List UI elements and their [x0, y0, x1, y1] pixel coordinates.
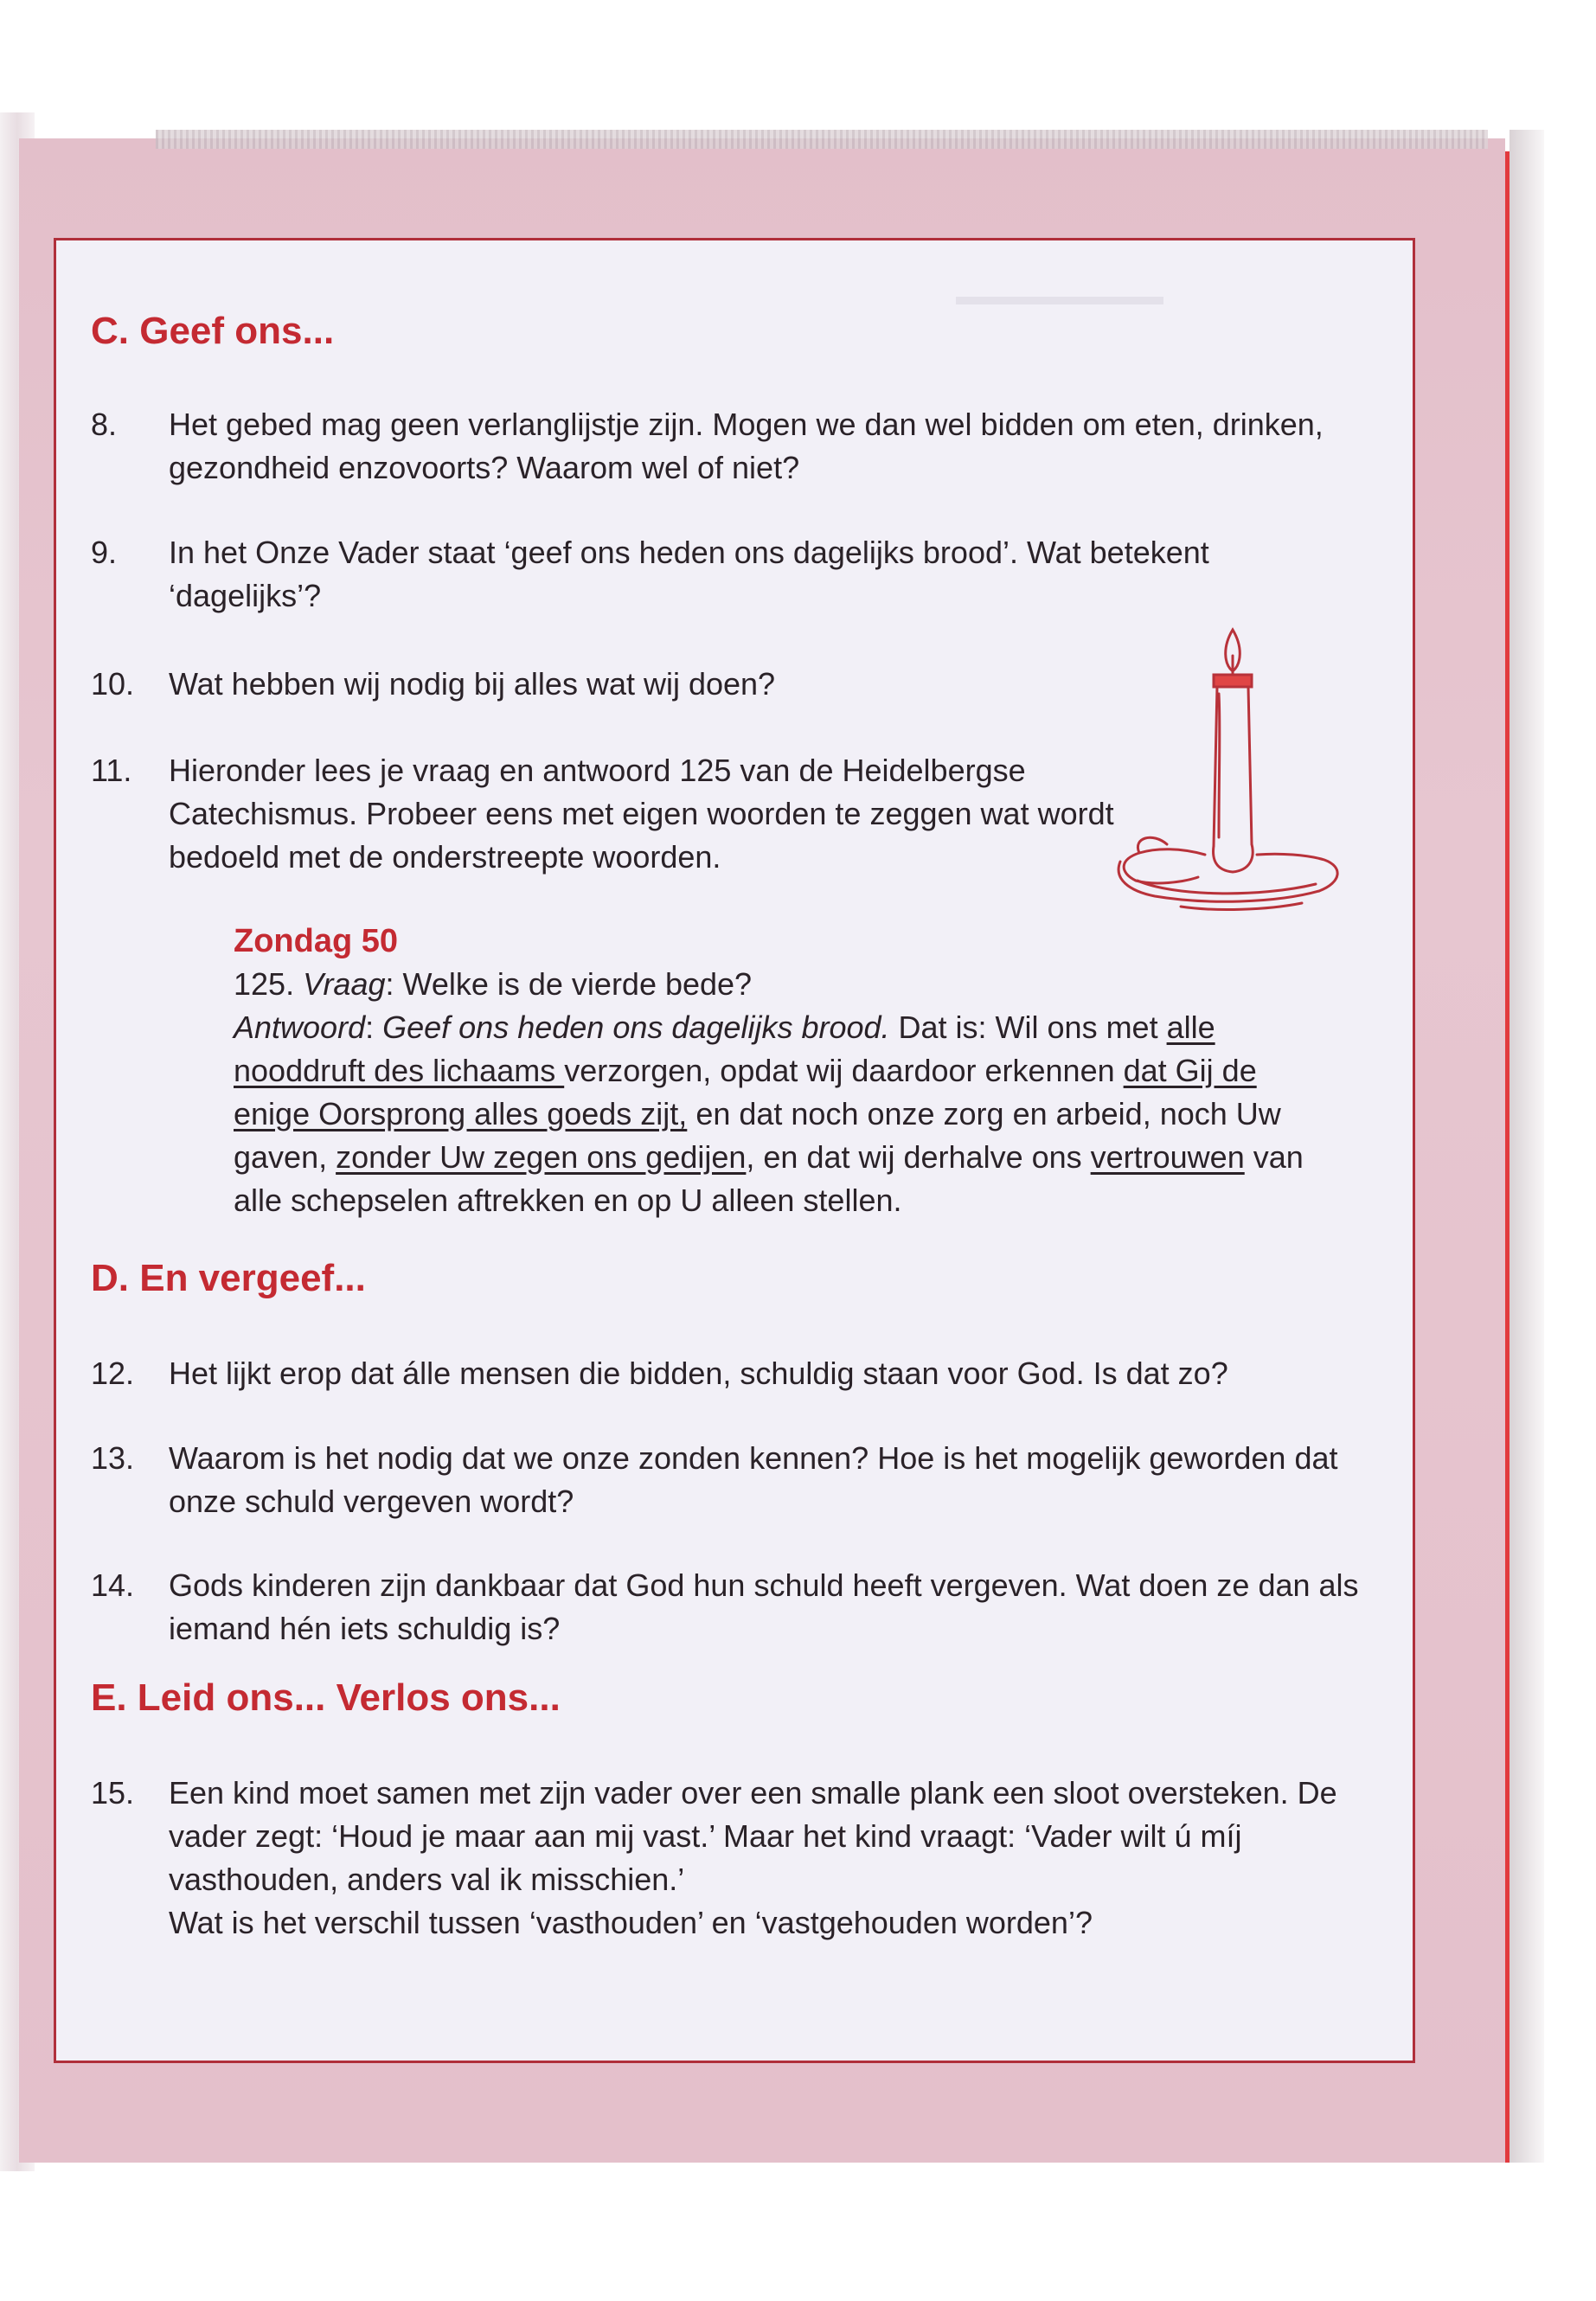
question-text [169, 1772, 1369, 1945]
catechism-answer [234, 1006, 1335, 1222]
question-11 [91, 749, 1127, 879]
catechism-block [234, 920, 1335, 1222]
question-prefix: 125. [234, 966, 304, 1002]
question-number: 11. [91, 753, 132, 788]
question-12 [91, 1352, 1369, 1395]
catechism-question [234, 963, 1335, 1006]
question-number: 15. [91, 1775, 135, 1811]
underlined-phrase: dat Gij de enige Oorsprong alles goeds zijt, [234, 1053, 1257, 1131]
question-text: Waarom is het nodig dat we onze zonden kennen? Hoe is het mogelijk geworden dat onze schuld vergeven wordt? [169, 1440, 1338, 1519]
question-15 [91, 1772, 1369, 1945]
candle-icon [1103, 621, 1345, 941]
underlined-phrase: zonder Uw zegen ons gedijen [336, 1139, 747, 1175]
content-frame [54, 238, 1415, 2063]
question-number: 13. [91, 1440, 135, 1476]
answer-label: Antwoord [234, 1009, 366, 1045]
question-13 [91, 1437, 1369, 1523]
question-text: Wat hebben wij nodig bij alles wat wij doen? [169, 666, 776, 702]
answer-text: van alle schepselen aftrekken en op U alleen stellen. [234, 1139, 1304, 1218]
question-number: 14. [91, 1567, 135, 1603]
underlined-phrase: vertrouwen [1090, 1139, 1245, 1175]
question-10 [91, 663, 1127, 706]
section-d-title: D. En vergeef... [91, 1257, 366, 1299]
underlined-phrase: alle nooddruft des lichaams [234, 1009, 1215, 1088]
question-label: Vraag [303, 966, 386, 1002]
question-text: Het lijkt erop dat álle mensen die bidden, schuldig staan voor God. Is dat zo? [169, 1356, 1228, 1391]
question-text: Gods kinderen zijn dankbaar dat God hun schuld heeft vergeven. Wat doen ze dan als iemand hén iets schuldig is? [169, 1567, 1359, 1646]
question-number: 8. [91, 407, 118, 442]
question-text: In het Onze Vader staat ‘geef ons heden ons dagelijks brood’. Wat betekent ‘dagelijks’? [169, 535, 1209, 613]
answer-text: en dat noch onze zorg en arbeid, noch Uw gaven, [234, 1096, 1281, 1175]
question-14 [91, 1564, 1369, 1650]
question-text-part: Wat is het verschil tussen ‘vasthouden’ en ‘vastgehouden worden’? [169, 1905, 1093, 1940]
answer-italic: Geef ons heden ons dagelijks brood. [382, 1009, 890, 1045]
question-9 [91, 531, 1369, 618]
question-text: Hieronder lees je vraag en antwoord 125 van de Heidelbergse Catechismus. Probeer eens met eigen woorden te zeggen wat wordt bedoeld met de onderstreepte woorden. [169, 753, 1114, 875]
answer-sep: : [365, 1009, 383, 1045]
question-number: 12. [91, 1356, 135, 1391]
section-c-title: C. Geef ons... [91, 310, 335, 352]
answer-text: Dat is: Wil ons met [889, 1009, 1167, 1045]
question-number: 9. [91, 535, 118, 570]
question-8 [91, 403, 1369, 490]
question-text: Het gebed mag geen verlanglijstje zijn. Mogen we dan wel bidden om eten, drinken, gezondheid enzovoorts? Waarom wel of niet? [169, 407, 1324, 485]
top-stripe [156, 130, 1488, 149]
show-through: ▬▬▬▬▬▬▬▬ [956, 282, 1163, 311]
section-e-title: E. Leid ons... Verlos ons... [91, 1676, 561, 1719]
question-text-part: Een kind moet samen met zijn vader over een smalle plank een sloot oversteken. De vader zegt: ‘Houd je maar aan mij vast.’ Maar het kind vraagt: ‘Vader wilt ú míj vasthouden, anders val ik misschien.’ [169, 1775, 1337, 1897]
answer-text: verzorgen, opdat wij daardoor erkennen [564, 1053, 1124, 1088]
question-text: : Welke is de vierde bede? [385, 966, 753, 1002]
answer-text: , en dat wij derhalve ons [746, 1139, 1091, 1175]
question-number: 10. [91, 666, 135, 702]
page-shadow [1509, 130, 1544, 2163]
catechism-title: Zondag 50 [234, 923, 399, 959]
